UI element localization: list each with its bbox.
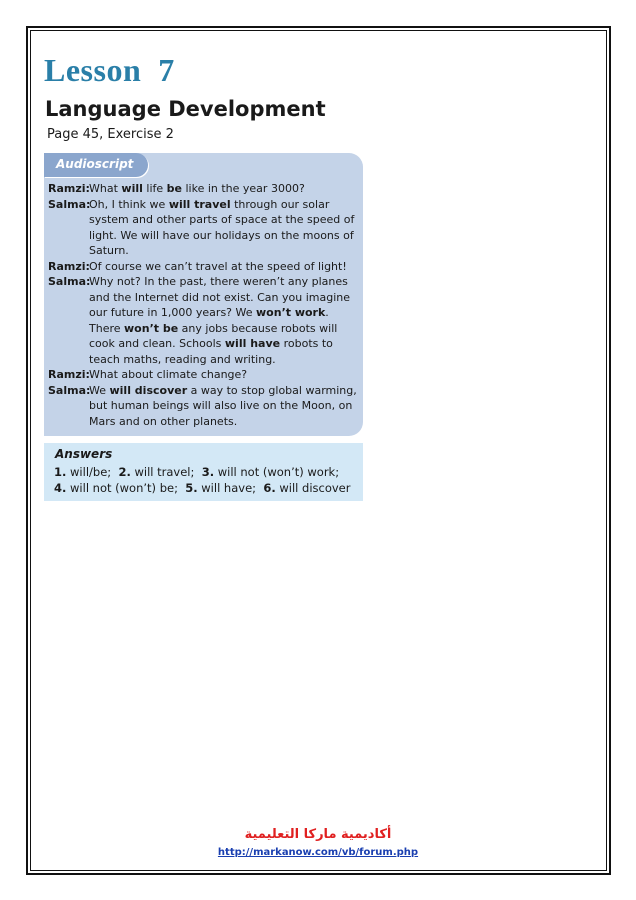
speech-fragment: . There [89, 306, 329, 335]
answer-text: will travel; [130, 465, 202, 479]
answer-text: will/be; [66, 465, 119, 479]
footer-academy-name: أكاديمية ماركا التعليمية [244, 827, 392, 842]
section-title: Language Development [45, 97, 326, 121]
page-reference: Page 45, Exercise 2 [47, 127, 174, 142]
answers-panel [44, 443, 363, 501]
speech-fragment: like in the year 3000? [181, 182, 305, 195]
speech-bold-fragment: will discover [109, 383, 188, 397]
answer-number: 5. [185, 481, 198, 495]
answers-row-2 [54, 481, 350, 495]
audioscript-tab [44, 153, 148, 177]
dialogue-line [48, 181, 360, 197]
speech-fragment: robots to teach maths, reading and writing. [89, 337, 333, 366]
footer-link[interactable]: http://markanow.com/vb/forum.php [217, 847, 419, 858]
audioscript-dialogue [48, 181, 360, 429]
dialogue-speaker: Salma: [48, 197, 91, 211]
dialogue-speaker: Ramzi: [48, 368, 90, 381]
answer-text: will not (won’t) be; [66, 481, 186, 495]
speech-fragment: any jobs because robots will cook and clean. Schools [89, 321, 338, 350]
answer-number: 6. [263, 481, 276, 495]
speech-fragment: a way to stop global warming, but human beings will also live on the Moon, on Mars and on other planets. [89, 383, 357, 428]
dialogue-line [48, 259, 360, 275]
answer-text: will have; [197, 481, 264, 495]
speech-fragment: What [89, 182, 122, 195]
dialogue-line [48, 274, 360, 367]
speech-fragment: through our solar system and other parts of space at the speed of light. We will have our holidays on the moons of Saturn. [89, 197, 355, 257]
dialogue-speech [89, 197, 360, 259]
dialogue-speech [89, 383, 360, 430]
dialogue-speech [89, 274, 360, 367]
speech-fragment: Why not? In the past, there weren’t any planes and the Internet did not exist. Can you imagine our future in 1,000 years? We [89, 275, 351, 319]
speech-bold-fragment: won’t work [256, 306, 326, 319]
dialogue-speaker: Ramzi: [48, 259, 90, 273]
answers-title: Answers [55, 447, 113, 461]
answer-number: 1. [54, 465, 67, 479]
dialogue-line [48, 197, 360, 259]
lesson-title: Lesson 7 [44, 52, 175, 88]
speech-bold-fragment: be [166, 182, 182, 195]
speech-bold-fragment: will travel [168, 197, 231, 211]
dialogue-speech [89, 181, 360, 197]
answer-number: 4. [54, 481, 67, 495]
speech-fragment: What about climate change? [89, 368, 248, 381]
dialogue-speech [89, 367, 360, 383]
dialogue-speaker: Salma: [48, 383, 91, 397]
speech-fragment: life [142, 182, 167, 195]
answer-text: will discover [275, 481, 351, 495]
speech-fragment: Oh, I think we [89, 197, 169, 211]
answer-number: 3. [201, 465, 215, 479]
answers-row-1 [54, 465, 339, 479]
dialogue-speaker: Ramzi: [48, 182, 90, 195]
speech-bold-fragment: will [121, 182, 143, 195]
dialogue-speech [89, 259, 360, 275]
answer-text: will not (won’t) work; [214, 465, 340, 479]
speech-fragment: Of course we can’t travel at the speed of light! [89, 259, 347, 273]
dialogue-line [48, 383, 360, 430]
speech-bold-fragment: won’t be [124, 321, 179, 335]
answer-number: 2. [118, 465, 131, 479]
audioscript-label: Audioscript [56, 157, 134, 171]
speech-bold-fragment: will have [224, 337, 281, 350]
dialogue-speaker: Salma: [48, 275, 91, 288]
speech-fragment: We [89, 383, 110, 397]
dialogue-line [48, 367, 360, 383]
